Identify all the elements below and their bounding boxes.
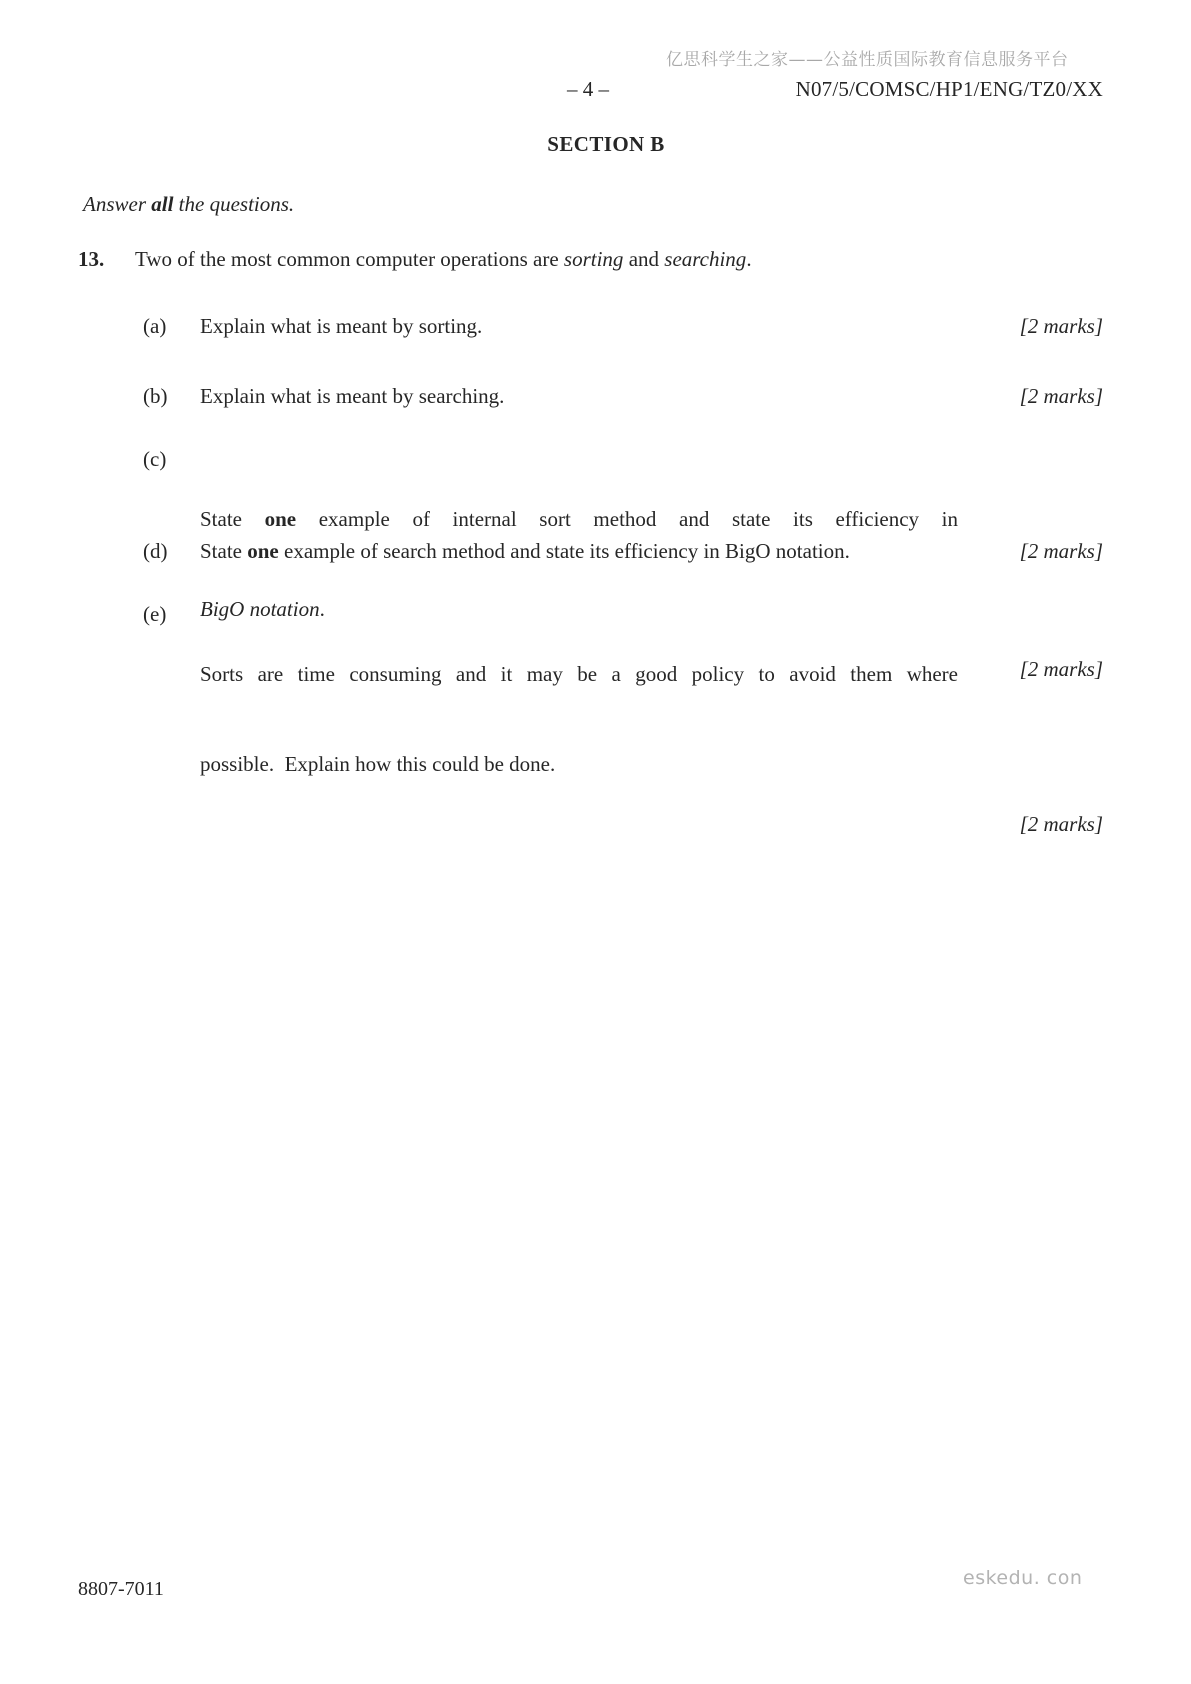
part-c-label: (c) bbox=[143, 447, 167, 471]
question-intro-pre: Two of the most common computer operations are bbox=[135, 247, 564, 271]
part-d-text bbox=[200, 536, 958, 566]
instructions-line bbox=[83, 189, 294, 219]
part-a-text: Explain what is meant by sorting. bbox=[200, 314, 483, 338]
part-d bbox=[143, 536, 1103, 566]
part-d-marks: [2 marks] bbox=[1019, 539, 1103, 563]
instructions-pre: Answer bbox=[83, 192, 152, 216]
part-d-post: example of search method and state its efficiency in BigO notation. bbox=[278, 539, 850, 563]
part-c-line1 bbox=[200, 504, 958, 534]
part-c-line1-bold: one bbox=[264, 507, 297, 531]
question-intro-italic-sorting: sorting bbox=[563, 247, 624, 271]
part-a-marks: [2 marks] bbox=[1019, 314, 1103, 338]
instructions-post: the questions. bbox=[173, 192, 295, 216]
part-c-line2-italic: BigO notation bbox=[200, 597, 320, 621]
question-intro-mid: and bbox=[623, 247, 665, 271]
section-title: SECTION B bbox=[547, 132, 665, 156]
question-number: 13. bbox=[78, 247, 105, 271]
top-watermark: 亿思科学生之家——公益性质国际教育信息服务平台 bbox=[666, 50, 1069, 70]
instructions-emphasis: all bbox=[151, 192, 174, 216]
part-b-text: Explain what is meant by searching. bbox=[200, 384, 505, 408]
part-c-line1-pre: State bbox=[200, 507, 265, 531]
part-a bbox=[143, 311, 1103, 341]
question-intro-post: . bbox=[746, 247, 752, 271]
part-d-bold: one bbox=[247, 539, 279, 563]
part-b-marks: [2 marks] bbox=[1019, 384, 1103, 408]
part-e bbox=[143, 599, 1103, 839]
part-c-marks: [2 marks] bbox=[1019, 657, 1103, 681]
part-e-line2: possible. Explain how this could be done. bbox=[200, 752, 556, 776]
page-number: – 4 – bbox=[567, 77, 609, 101]
question-intro-italic-searching: searching bbox=[664, 247, 747, 271]
part-e-label: (e) bbox=[143, 602, 167, 626]
part-d-pre: State bbox=[200, 539, 248, 563]
part-e-text bbox=[200, 599, 958, 839]
part-b-label: (b) bbox=[143, 384, 168, 408]
part-e-marks: [2 marks] bbox=[1019, 812, 1103, 836]
paper-code: N07/5/COMSC/HP1/ENG/TZ0/XX bbox=[795, 77, 1103, 101]
part-c-line1-post: example of internal sort method and state its efficiency in bbox=[296, 507, 958, 531]
part-c-line2-post: . bbox=[319, 597, 325, 621]
part-b bbox=[143, 381, 1103, 411]
part-d-label: (d) bbox=[143, 539, 168, 563]
footer-reference-code: 8807-7011 bbox=[78, 1578, 164, 1600]
part-e-line1: Sorts are time consuming and it may be a good policy to avoid them where bbox=[200, 662, 958, 686]
footer-watermark: eskedu. con bbox=[963, 1567, 1083, 1589]
part-a-label: (a) bbox=[143, 314, 167, 338]
question-13 bbox=[78, 244, 1103, 274]
question-intro-text bbox=[135, 244, 1103, 274]
